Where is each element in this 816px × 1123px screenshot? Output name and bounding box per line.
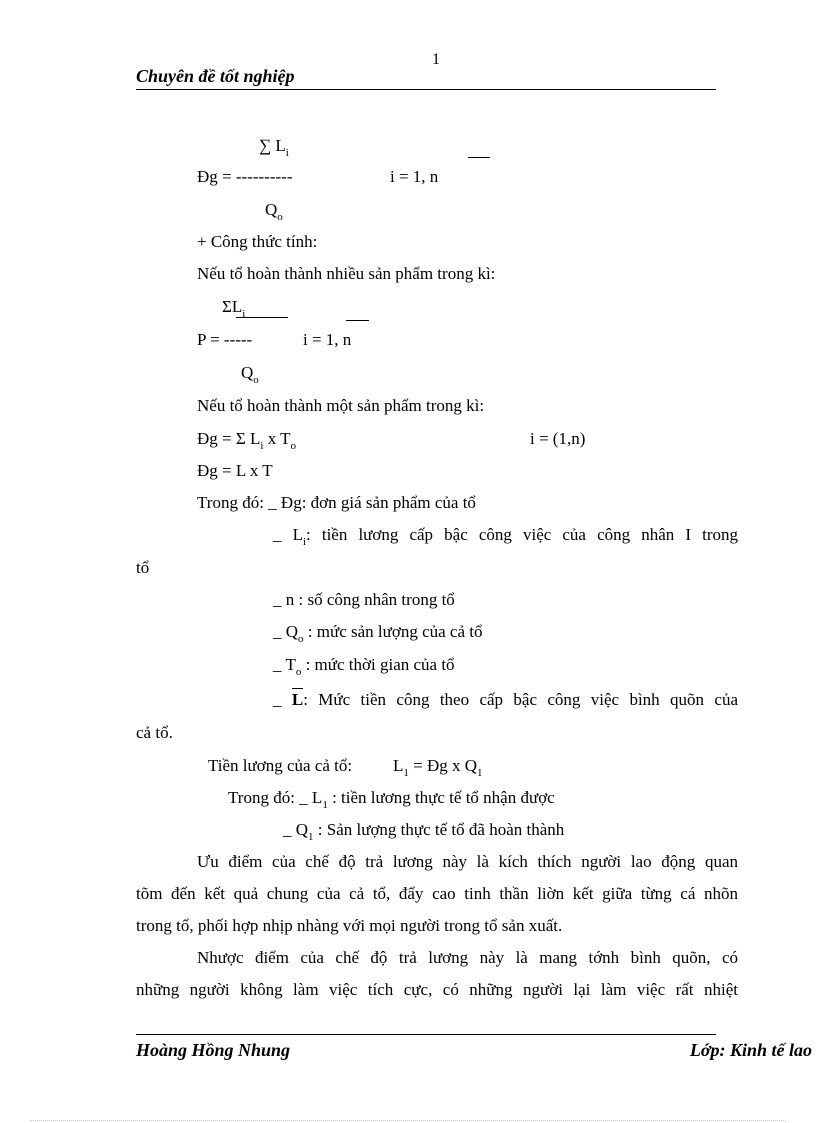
where-dg: Trong đó: _ Đg: đơn giá sản phẩm của tổ [197, 493, 476, 512]
footer-class: Lớp: Kinh tế lao [689, 1040, 812, 1060]
footer-rule [136, 1034, 716, 1035]
formula1-lhs: Đg = ---------- [197, 167, 293, 186]
advantage-line-3: trong tổ, phối hợp nhịp nhàng với mọi người trong tổ sản xuất. [136, 916, 563, 935]
formula1-denominator: $Q_o$ [265, 200, 283, 223]
formula2-lhs: P = ----- [197, 330, 253, 349]
formula-intro: + Công thức tính: [197, 232, 318, 251]
header-title: Chuyên đề tốt nghiệp [136, 66, 295, 86]
def-lbar: _ L: Mức tiền công theo cấp bậc công việc bình quõn của [273, 690, 739, 709]
wage-label: Tiền lương của cả tổ: [208, 756, 353, 775]
advantage-line-1: Ưu điểm của chế độ trả lương này là kích thích người lao động quan [197, 852, 738, 871]
formula1-overline [468, 157, 490, 158]
page-number: 1 [432, 51, 440, 68]
case-one-product: Nếu tổ hoàn thành một sản phẩm trong kì: [197, 396, 485, 415]
def-qo: _ $Q_o$ : mức sản lượng của cả tổ [273, 622, 483, 645]
case-many-products: Nếu tổ hoàn thành nhiều sản phẩm trong kì: [197, 264, 496, 283]
def-to: _ $T_o$ : mức thời gian của tổ [273, 655, 455, 678]
formula2-underline [236, 317, 288, 318]
formula1-range: i = 1, n [390, 167, 439, 186]
where-l1: Trong đó: _ $L_1$ : tiền lương thực tế tổ nhận được [228, 788, 555, 811]
formula1-numerator: ∑ $L_i$ [259, 136, 289, 159]
wage-formula: $L_1$ = Đg x $Q_1$ [393, 756, 483, 779]
advantage-line-2: tõm đến kết quả chung của cả tổ, đẩy cao tinh thần liờn kết giữa từng cá nhõn [136, 884, 738, 903]
header-rule [136, 89, 716, 90]
formula3-range: i = (1,n) [530, 429, 586, 448]
footer-author: Hoàng Hồng Nhung [136, 1040, 291, 1060]
def-li: _ $L_i$: tiền lương cấp bậc công việc của công nhân I trong [273, 525, 738, 548]
def-lbar-continued: cả tổ. [136, 723, 173, 742]
formula2-denominator: $Q_o$ [241, 363, 259, 386]
disadvantage-line-1: Nhược điểm của chế độ trả lương này là mang tớnh bình quõn, có [197, 948, 738, 967]
formula2-overline [346, 320, 369, 321]
def-n: _ n : số công nhân trong tổ [273, 590, 455, 609]
disadvantage-line-2: những người không làm việc tích cực, có những người lại làm việc rất nhiệt [136, 980, 738, 999]
formula4: Đg = L x T [197, 461, 273, 480]
formula2-range: i = 1, n [303, 330, 352, 349]
def-li-continued: tổ [136, 558, 150, 577]
page-bottom-divider [30, 1120, 786, 1121]
formula2-numerator: $\Sigma L_i$ [222, 297, 246, 320]
def-q1: _ $Q_1$ : Sản lượng thực tế tổ đã hoàn thành [283, 820, 565, 843]
formula3: Đg = Σ $L_i$ x $T_o$ [197, 429, 297, 452]
